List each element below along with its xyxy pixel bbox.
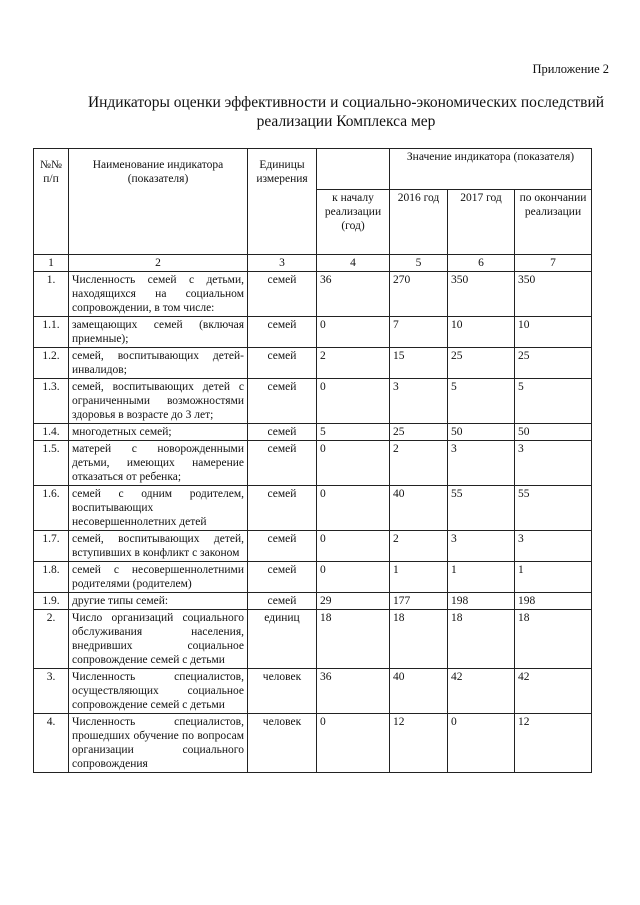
value-start: 0 xyxy=(317,562,390,593)
value-2017: 50 xyxy=(448,424,515,441)
table-row xyxy=(34,317,592,348)
row-num: 1. xyxy=(34,272,69,317)
header-name: Наименование индикатора (показателя) xyxy=(69,149,248,255)
table-row xyxy=(34,348,592,379)
title-line-2: реализации Комплекса мер xyxy=(256,113,436,130)
unit-cell: семей xyxy=(248,486,317,531)
value-2016: 18 xyxy=(390,610,448,669)
indicator-name: матерей с новорожденными детьми, имеющих намерение отказаться от ребенка; xyxy=(69,441,248,486)
value-end: 55 xyxy=(515,486,592,531)
value-end: 5 xyxy=(515,379,592,424)
row-num: 2. xyxy=(34,610,69,669)
row-num: 4. xyxy=(34,714,69,773)
value-end: 25 xyxy=(515,348,592,379)
value-end: 350 xyxy=(515,272,592,317)
value-2017: 3 xyxy=(448,531,515,562)
header-value-group: Значение индикатора (показателя) xyxy=(390,149,592,190)
value-2016: 2 xyxy=(390,441,448,486)
table-row xyxy=(34,531,592,562)
value-2016: 1 xyxy=(390,562,448,593)
unit-cell: единиц xyxy=(248,610,317,669)
value-2017: 18 xyxy=(448,610,515,669)
value-2017: 350 xyxy=(448,272,515,317)
table-row xyxy=(34,272,592,317)
column-number: 7 xyxy=(515,255,592,272)
value-2016: 40 xyxy=(390,669,448,714)
unit-cell: семей xyxy=(248,531,317,562)
value-start: 0 xyxy=(317,317,390,348)
indicator-name: семей с несовершеннолетними родителями (родителем) xyxy=(69,562,248,593)
table-row xyxy=(34,441,592,486)
value-start: 0 xyxy=(317,714,390,773)
value-2017: 42 xyxy=(448,669,515,714)
table-row xyxy=(34,562,592,593)
value-2017: 3 xyxy=(448,441,515,486)
value-start: 5 xyxy=(317,424,390,441)
unit-cell: семей xyxy=(248,593,317,610)
value-end: 18 xyxy=(515,610,592,669)
title-line-1: Индикаторы оценки эффективности и социально-экономических последствий xyxy=(87,94,605,111)
value-start: 0 xyxy=(317,379,390,424)
column-number: 5 xyxy=(390,255,448,272)
row-num: 1.4. xyxy=(34,424,69,441)
value-end: 10 xyxy=(515,317,592,348)
indicator-name: Численность семей с детьми, находящихся на социальном сопровождении, в том числе: xyxy=(69,272,248,317)
value-end: 1 xyxy=(515,562,592,593)
indicator-name: семей, воспитывающих детей-инвалидов; xyxy=(69,348,248,379)
row-num: 1.5. xyxy=(34,441,69,486)
indicator-name: семей, воспитывающих детей с ограниченными возможностями здоровья в возрасте до 3 лет; xyxy=(69,379,248,424)
column-number: 3 xyxy=(248,255,317,272)
unit-cell: человек xyxy=(248,714,317,773)
row-num: 1.8. xyxy=(34,562,69,593)
table-row xyxy=(34,593,592,610)
column-number: 1 xyxy=(34,255,69,272)
header-num: №№ п/п xyxy=(34,149,69,255)
table-row xyxy=(34,486,592,531)
value-2016: 270 xyxy=(390,272,448,317)
column-number: 2 xyxy=(69,255,248,272)
indicator-name: Численность специалистов, осуществляющих социальное сопровождение семей с детьми xyxy=(69,669,248,714)
indicator-name: Число организаций социального обслуживания населения, внедривших социальное сопровождение семей с детьми xyxy=(69,610,248,669)
value-2016: 25 xyxy=(390,424,448,441)
value-end: 198 xyxy=(515,593,592,610)
indicators-table xyxy=(33,148,592,773)
value-2017: 25 xyxy=(448,348,515,379)
unit-cell: семей xyxy=(248,424,317,441)
table-row xyxy=(34,669,592,714)
indicator-name: семей с одним родителем, воспитывающих несовершеннолетних детей xyxy=(69,486,248,531)
header-2016: 2016 год xyxy=(390,190,448,255)
value-2016: 3 xyxy=(390,379,448,424)
value-end: 50 xyxy=(515,424,592,441)
unit-cell: семей xyxy=(248,272,317,317)
value-2016: 15 xyxy=(390,348,448,379)
value-2016: 2 xyxy=(390,531,448,562)
indicator-name: многодетных семей; xyxy=(69,424,248,441)
value-start: 0 xyxy=(317,531,390,562)
header-unit: Единицы измерения xyxy=(248,149,317,255)
value-start: 36 xyxy=(317,669,390,714)
header-empty-cell xyxy=(317,149,390,190)
value-end: 3 xyxy=(515,441,592,486)
value-2016: 177 xyxy=(390,593,448,610)
value-2017: 55 xyxy=(448,486,515,531)
indicator-name: другие типы семей: xyxy=(69,593,248,610)
column-number: 6 xyxy=(448,255,515,272)
row-num: 1.9. xyxy=(34,593,69,610)
header-end: по окончании реализации xyxy=(515,190,592,255)
value-start: 18 xyxy=(317,610,390,669)
indicator-name: замещающих семей (включая приемные); xyxy=(69,317,248,348)
value-end: 3 xyxy=(515,531,592,562)
value-start: 2 xyxy=(317,348,390,379)
row-num: 1.3. xyxy=(34,379,69,424)
table-row xyxy=(34,379,592,424)
column-number: 4 xyxy=(317,255,390,272)
appendix-label: Приложение 2 xyxy=(532,62,609,76)
value-end: 42 xyxy=(515,669,592,714)
unit-cell: человек xyxy=(248,669,317,714)
value-2016: 7 xyxy=(390,317,448,348)
value-start: 36 xyxy=(317,272,390,317)
value-2017: 5 xyxy=(448,379,515,424)
unit-cell: семей xyxy=(248,441,317,486)
header-start: к началу реализации (год) xyxy=(317,190,390,255)
unit-cell: семей xyxy=(248,317,317,348)
row-num: 3. xyxy=(34,669,69,714)
table-row xyxy=(34,424,592,441)
value-end: 12 xyxy=(515,714,592,773)
indicator-name: семей, воспитывающих детей, вступивших в конфликт с законом xyxy=(69,531,248,562)
row-num: 1.1. xyxy=(34,317,69,348)
value-start: 0 xyxy=(317,441,390,486)
value-2016: 40 xyxy=(390,486,448,531)
indicator-name: Численность специалистов, прошедших обучение по вопросам организации социального сопровождения xyxy=(69,714,248,773)
value-2017: 1 xyxy=(448,562,515,593)
unit-cell: семей xyxy=(248,562,317,593)
row-num: 1.2. xyxy=(34,348,69,379)
unit-cell: семей xyxy=(248,379,317,424)
header-row-top xyxy=(34,149,592,190)
document-title xyxy=(60,93,632,131)
value-2017: 10 xyxy=(448,317,515,348)
value-start: 0 xyxy=(317,486,390,531)
unit-cell: семей xyxy=(248,348,317,379)
header-2017: 2017 год xyxy=(448,190,515,255)
value-start: 29 xyxy=(317,593,390,610)
table-row xyxy=(34,714,592,773)
value-2017: 0 xyxy=(448,714,515,773)
value-2016: 12 xyxy=(390,714,448,773)
row-num: 1.7. xyxy=(34,531,69,562)
row-num: 1.6. xyxy=(34,486,69,531)
column-number-row xyxy=(34,255,592,272)
table-row xyxy=(34,610,592,669)
value-2017: 198 xyxy=(448,593,515,610)
